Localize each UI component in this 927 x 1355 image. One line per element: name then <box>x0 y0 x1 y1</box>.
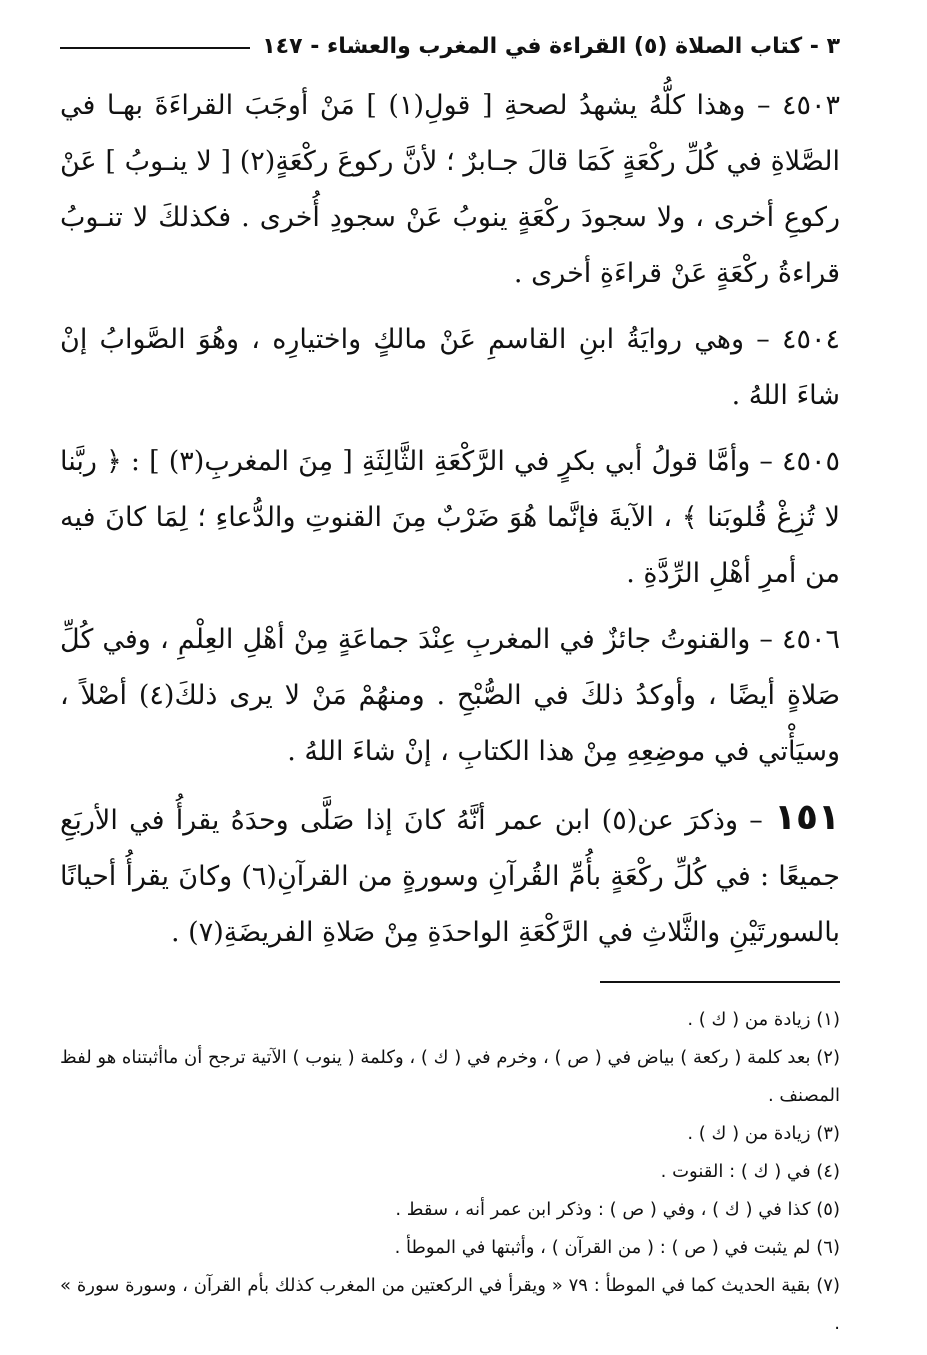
footnote-2: (٢) بعد كلمة ( ركعة ) بياض في ( ص ) ، وخرم في ( ك ) ، وكلمة ( ينوب ) الآتية ترجح أن ماأثبتناه هو لفظ المصنف . <box>60 1047 840 1106</box>
paragraph-number: ٤٥٠٦ <box>781 624 840 655</box>
paragraph-text: – وأمَّا قولُ أبي بكرٍ في الرَّكْعَةِ الثَّالِثَةِ [ مِنَ المغربِ(٣) ] : ﴿ ربَّنا لا تُزِغْ قُلوبَنا ﴾ ، الآيةَ فإنَّما هُوَ ضَرْبٌ مِنَ القنوتِ والدُّعاءِ ؛ لِمَا كانَ فيه من أمرِ أهْلِ الرِّدَّةِ . <box>60 446 840 589</box>
paragraph-4503 <box>60 78 840 302</box>
paragraph-4506 <box>60 612 840 780</box>
footnote-5: (٥) كذا في ( ك ) ، وفي ( ص ) : وذكر ابن عمر أنه ، سقط . <box>395 1199 840 1220</box>
running-head <box>60 28 840 64</box>
footnotes <box>60 1001 840 1343</box>
footnote-1: (١) زيادة من ( ك ) . <box>687 1009 840 1030</box>
paragraph-4505 <box>60 434 840 602</box>
paragraph-text: – وهذا كلُّهُ يشهدُ لصحةِ [ قولِ(١) ] مَنْ أوجَبَ القراءَةَ بهـا في الصَّلاةِ في كُلِّ ركْعَةٍ كَمَا قالَ جـابرٌ ؛ لأنَّ ركوعَ ركْعَةٍ(٢) [ لا ينـوبُ ] عَنْ ركوعِ أخرى ، ولا سجودَ ركْعَةٍ ينوبُ عَنْ سجودِ أُخرى . فكذلكَ لا تنـوبُ قراءةُ ركْعَةٍ عَنْ قراءَةِ أخرى . <box>60 90 841 289</box>
header-rule <box>60 47 250 49</box>
paragraph-number: ٤٥٠٣ <box>781 90 840 121</box>
running-head-title: ٣ - كتاب الصلاة (٥) القراءة في المغرب والعشاء - ١٤٧ <box>262 33 840 59</box>
footnote-separator <box>600 981 840 983</box>
hadith-number: ١٥١ <box>774 797 840 838</box>
paragraph-text: – والقنوتُ جائزٌ في المغربِ عِنْدَ جماعَةٍ مِنْ أهْلِ العِلْمِ ، وفي كُلِّ صَلاةٍ أيضًا ، وأوكدُ ذلكَ في الصُّبْحِ . ومنهُمْ مَنْ لا يرى ذلكَ(٤) أصْلاً ، وسيَأْتي في موضِعِهِ مِنْ هذا الكتابِ ، إنْ شاءَ اللهُ . <box>60 624 841 767</box>
main-text <box>60 78 840 961</box>
hadith-151 <box>60 790 840 961</box>
hadith-text: – وذكرَ عن(٥) ابن عمر أنَّهُ كانَ إذا صَلَّى وحدَهُ يقرأُ في الأربَعِ جميعًا : في كُلِّ ركْعَةٍ بأُمِّ القُرآنِ وسورةٍ من القرآنِ(٦) وكانَ يقرأُ أحيانًا بالسورتَيْنِ والثَّلاثِ في الرَّكْعَةِ الواحدَةِ مِنْ صَلاةِ الفريضَةِ(٧) . <box>60 805 840 948</box>
paragraph-4504 <box>60 312 840 424</box>
paragraph-text: – وهي روايَةُ ابنِ القاسمِ عَنْ مالكٍ واختيارِه ، وهُوَ الصَّوابُ إنْ شاءَ اللهُ . <box>60 324 840 411</box>
footnote-4: (٤) في ( ك ) : القنوت . <box>660 1161 840 1182</box>
paragraph-number: ٤٥٠٤ <box>781 324 840 355</box>
footnote-3: (٣) زيادة من ( ك ) . <box>687 1123 840 1144</box>
footnote-6: (٦) لم يثبت في ( ص ) : ( من القرآن ) ، وأثبتها في الموطأ . <box>394 1237 840 1258</box>
footnote-7: (٧) بقية الحديث كما في الموطأ : ٧٩ « ويقرأ في الركعتين من المغرب كذلك بأم القرآن ، وسورة سورة » . <box>60 1275 840 1334</box>
paragraph-number: ٤٥٠٥ <box>781 446 840 477</box>
book-page <box>60 28 840 1343</box>
